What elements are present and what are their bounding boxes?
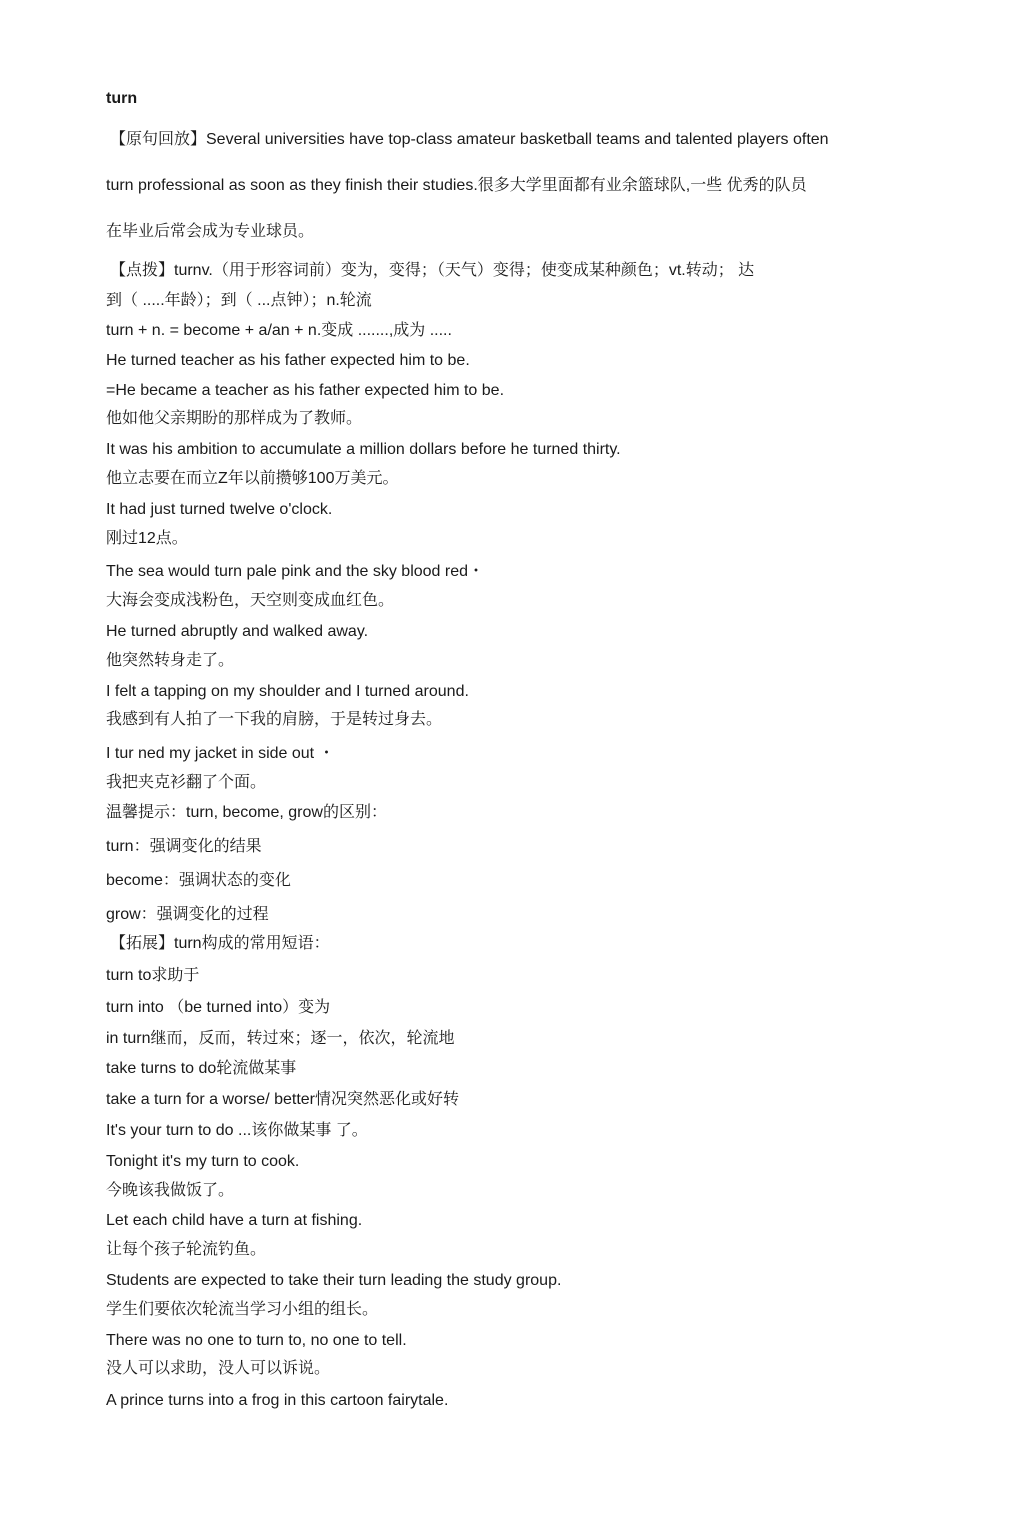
example-zh: 大海会变成浅粉色，天空则变成血红色。 — [106, 592, 395, 609]
example-en: There was no one to turn to, no one to tell. — [106, 1332, 407, 1349]
phrase-line: It's your turn to do ...该你做某事 了。 — [106, 1122, 368, 1139]
example-en: It had just turned twelve o'clock. — [106, 501, 333, 518]
example-zh: 他立志要在而立Z年以前攒够100万美元。 — [106, 470, 399, 487]
example-en: Students are expected to take their turn leading the study group. — [106, 1272, 562, 1289]
extension-label-line: 【拓展】turn构成的常用短语： — [110, 935, 330, 952]
example-zh: 我把夹克衫翻了个面。 — [106, 774, 267, 791]
note-grow: grow：强调变化的过程 — [106, 906, 269, 923]
note-turn: turn：强调变化的结果 — [106, 838, 262, 855]
original-sentence-label-line: 【原句回放】Several universities have top-class amateur basketball teams and talented players often — [110, 131, 829, 148]
tips-line-2: 到（ .....年龄）；到（ ...点钟）；n.轮流 — [106, 292, 372, 309]
original-sentence-line-3: 在毕业后常会成为专业球员。 — [106, 223, 315, 240]
example-en: The sea would turn pale pink and the sky blood red・ — [106, 563, 485, 580]
example-en: =He became a teacher as his father expected him to be. — [106, 382, 505, 399]
note-become: become：强调状态的变化 — [106, 872, 291, 889]
phrase-line: turn to求助于 — [106, 967, 200, 984]
example-en: A prince turns into a frog in this cartoon fairytale. — [106, 1392, 449, 1409]
original-sentence-line-2: turn professional as soon as they finish their studies.很多大学里面都有业余篮球队,一些 优秀的队员 — [106, 177, 807, 194]
example-zh: 没人可以求助，没人可以诉说。 — [106, 1360, 331, 1377]
example-en: Let each child have a turn at fishing. — [106, 1212, 363, 1229]
example-en: I tur ned my jacket in side out ・ — [106, 745, 335, 762]
note-line: 温馨提示：turn, become, grow的区别： — [106, 804, 387, 821]
example-zh: 他突然转身走了。 — [106, 652, 235, 669]
example-en: It was his ambition to accumulate a million dollars before he turned thirty. — [106, 441, 621, 458]
phrase-line: take turns to do轮流做某事 — [106, 1060, 297, 1077]
example-zh: 学生们要依次轮流当学习小组的组长。 — [106, 1301, 379, 1318]
phrase-line: take a turn for a worse/ better情况突然恶化或好转 — [106, 1091, 459, 1108]
tips-label-line: 【点拨】turnv.（用于形容词前）变为，变得；（天气）变得；使变成某种颜色；vt.转动； 达 — [110, 262, 755, 279]
example-zh: 刚过12点。 — [106, 530, 188, 547]
example-zh: 我感到有人拍了一下我的肩膀，于是转过身去。 — [106, 711, 443, 728]
example-zh: 他如他父亲期盼的那样成为了教师。 — [106, 410, 363, 427]
example-en: Tonight it's my turn to cook. — [106, 1153, 300, 1170]
example-en: He turned teacher as his father expected him to be. — [106, 352, 470, 369]
phrase-line: turn into （be turned into）变为 — [106, 999, 331, 1016]
example-zh: 让每个孩子轮流钓鱼。 — [106, 1241, 267, 1258]
example-en: I felt a tapping on my shoulder and I turned around. — [106, 683, 469, 700]
formula-line: turn + n. = become + a/an + n.变成 .......,成为 ..... — [106, 322, 452, 339]
heading-turn: turn — [106, 90, 138, 107]
phrase-line: in turn继而，反而，转过來；逐一，依次，轮流地 — [106, 1030, 455, 1047]
example-en: He turned abruptly and walked away. — [106, 623, 369, 640]
example-zh: 今晚该我做饭了。 — [106, 1182, 235, 1199]
